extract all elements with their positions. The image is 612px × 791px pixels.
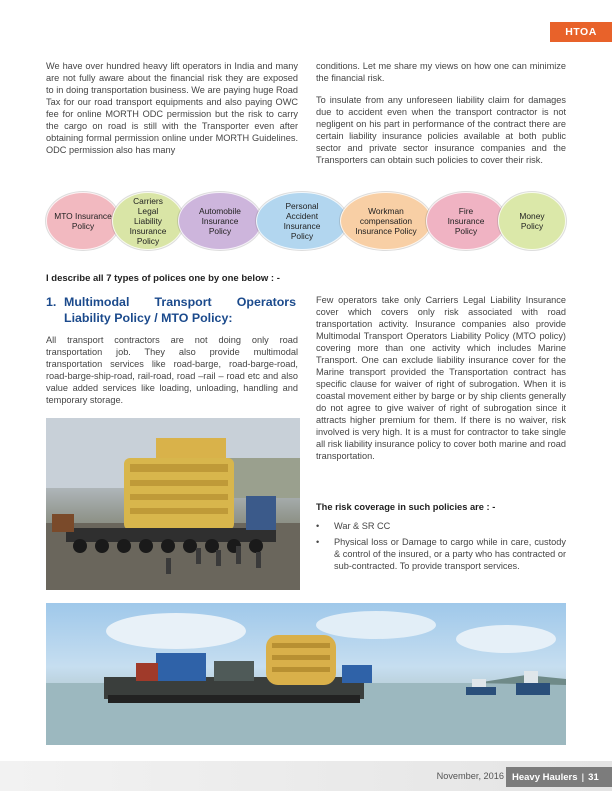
right-body-paragraph: Few operators take only Carriers Legal Liability Insurance cover which covers only risk associated with road transportation activity. Insurance companies also provide Multimodal Transport Operators Liability Policy (MTO policy) covering more than one activity which includes Marine Transport. One can exclude liability insurance cover for the Marine transport provided the Transportation contract has specific clause for waiver of right of subrogation. When it is coastal movement either by barge or by ship clients generally do not agree to give waiver of right of subrogation since it attracts higher premium for them. If there is no waiver, risk involved is very high. It is a must for contractor to take single all risk liability insurance policy to cover both marine and road transportation.	[316, 295, 566, 461]
policy-circle-label: Fire Insurance Policy	[447, 206, 485, 236]
policy-circles-diagram	[46, 192, 566, 252]
coverage-list	[316, 520, 566, 576]
policy-circle-label: Workman compensation Insurance Policy	[355, 206, 417, 236]
section-tab: HTOA	[550, 22, 612, 42]
section-1-number: 1.	[46, 295, 57, 309]
section-1-heading	[46, 294, 298, 326]
barge-photo-illustration	[46, 603, 566, 745]
barge-at-sea-photo	[46, 603, 566, 745]
policy-circle-carriers	[112, 192, 184, 250]
section-1-body: All transport contractors are not doing only road transportation job. They also provide multimodal transportation services like road-barge, road-barge-road, road-barge-ship-road, rail-road, road –rail – road etc and also value added services like loading, unloading, handling and temporary storage.	[46, 335, 298, 405]
trailer-photo-illustration	[46, 418, 300, 590]
page-footer	[0, 761, 612, 791]
policy-circle-automobile	[178, 192, 262, 250]
policy-circle-label: Automobile Insurance Policy	[199, 206, 241, 236]
policy-circle-workman	[340, 192, 432, 250]
footer-magazine-badge	[506, 767, 612, 787]
footer-date: November, 2016	[436, 771, 504, 781]
policy-circle-label: Personal Accident Insurance Policy	[283, 201, 321, 241]
policy-circle-label: Money Policy	[519, 211, 545, 231]
left-intro-paragraph: We have over hundred heavy lift operators in India and many are not fully aware about the financial risk they are exposed to in doing transportation business. We are paying huge Road Tax for our road transport equipments and also paying OWC fee for online MORTH ODC permission but the risk to carry the cargo on road is still with the Transporter even after obtaining formal permission online under MORTH Guidelines. ODC permission also has many	[46, 61, 298, 155]
footer-page-number: 31	[588, 771, 599, 783]
policy-circle-label: MTO Insurance Policy	[54, 211, 112, 231]
footer-divider: |	[581, 771, 585, 783]
policy-circle-label: Carriers Legal Liability Insurance Policy	[129, 196, 167, 246]
policy-circle-fire	[426, 192, 506, 250]
policy-circle-money	[498, 192, 566, 250]
policy-circle-personal-accident	[256, 192, 348, 250]
section-1-title-line2: Liability Policy / MTO Policy:	[64, 311, 233, 325]
list-item	[316, 536, 566, 572]
list-item	[316, 520, 566, 532]
coverage-item-text: War & SR CC	[334, 521, 391, 531]
bullet-icon: •	[316, 537, 320, 547]
policy-circle-mto	[46, 192, 120, 250]
coverage-heading: The risk coverage in such policies are : -	[316, 502, 496, 512]
bullet-icon: •	[316, 521, 320, 531]
right-intro-paragraph-2: To insulate from any unforeseen liability claim for damages due to accident even when the transport contractor is not negligent on his part in performance of the contract there are certain liability insurance policies available at both public sector and private sector insurance companies and the Transporters can obtain such policies to cover their risk.	[316, 95, 566, 165]
coverage-item-text: Physical loss or Damage to cargo while in care, custody & control of the insured, or a party who has contracted or sub-contracted. To provide transport services.	[334, 537, 566, 571]
right-intro-paragraph-1: conditions. Let me share my views on how one can minimize the financial risk.	[316, 61, 566, 83]
section-1-title-line1: Multimodal Transport Operators	[64, 295, 296, 309]
describe-line: I describe all 7 types of polices one by one below : -	[46, 273, 280, 284]
heavy-cargo-trailer-photo	[46, 418, 300, 590]
footer-magazine-name: Heavy Haulers	[512, 771, 578, 783]
